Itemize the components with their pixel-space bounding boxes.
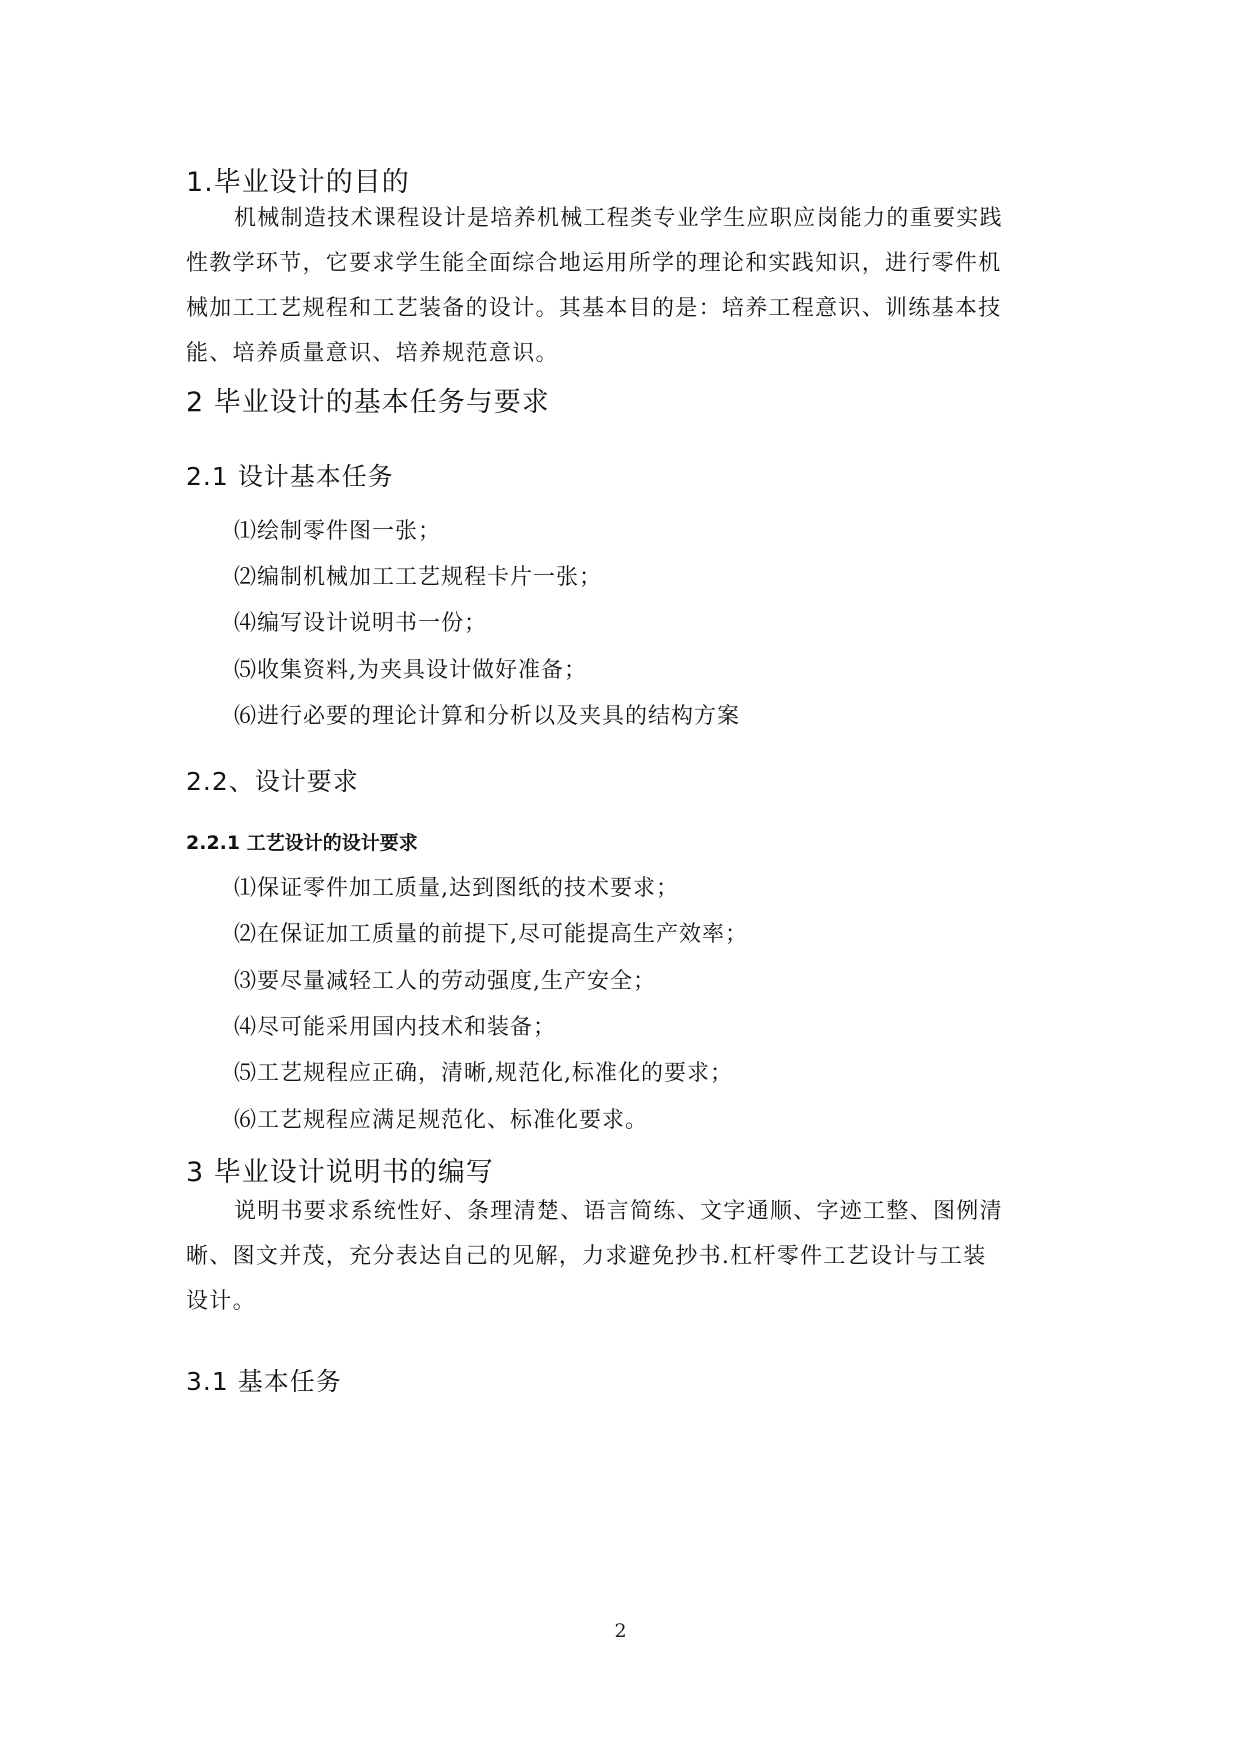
section-2-heading: 2 毕业设计的基本任务与要求 bbox=[186, 387, 550, 418]
paragraph-line: 晰、图文并茂，充分表达自己的见解，力求避免抄书.杠杆零件工艺设计与工装 bbox=[186, 1244, 987, 1269]
list-item: ⑵在保证加工质量的前提下,尽可能提高生产效率； bbox=[234, 922, 748, 947]
paragraph-line: 设计。 bbox=[186, 1289, 256, 1314]
list-item: ⑷尽可能采用国内技术和装备； bbox=[234, 1015, 557, 1040]
paragraph-line: 能、培养质量意识、培养规范意识。 bbox=[186, 341, 559, 366]
list-item: ⑴保证零件加工质量,达到图纸的技术要求； bbox=[234, 876, 679, 901]
list-item: ⑹工艺规程应满足规范化、标准化要求。 bbox=[234, 1108, 649, 1133]
section-1-paragraph bbox=[186, 196, 1056, 376]
section-1-heading: 1.毕业设计的目的 bbox=[186, 167, 410, 198]
section-3-heading: 3 毕业设计说明书的编写 bbox=[186, 1157, 494, 1188]
list-item: ⑹进行必要的理论计算和分析以及夹具的结构方案 bbox=[234, 704, 741, 729]
list-item: ⑶要尽量减轻工人的劳动强度,生产安全； bbox=[234, 969, 656, 994]
list-item: ⑵编制机械加工工艺规程卡片一张； bbox=[234, 565, 603, 590]
list-item: ⑴绘制零件图一张； bbox=[234, 519, 442, 544]
section-2-2-1-heading: 2.2.1 工艺设计的设计要求 bbox=[186, 832, 418, 854]
section-2-2-heading: 2.2、设计要求 bbox=[186, 767, 359, 796]
paragraph-line: 械加工工艺规程和工艺装备的设计。其基本目的是：培养工程意识、训练基本技 bbox=[186, 296, 1002, 321]
section-3-1-heading: 3.1 基本任务 bbox=[186, 1367, 342, 1396]
list-item: ⑷编写设计说明书一份； bbox=[234, 611, 488, 636]
paragraph-line: 性教学环节，它要求学生能全面综合地运用所学的理论和实践知识，进行零件机 bbox=[186, 251, 1002, 276]
list-item: ⑸收集资料,为夹具设计做好准备； bbox=[234, 658, 587, 683]
page-number: 2 bbox=[614, 1620, 627, 1642]
section-3-paragraph bbox=[186, 1189, 1056, 1324]
section-2-1-heading: 2.1 设计基本任务 bbox=[186, 462, 394, 491]
paragraph-line: 机械制造技术课程设计是培养机械工程类专业学生应职应岗能力的重要实践 bbox=[234, 206, 1003, 231]
paragraph-line: 说明书要求系统性好、条理清楚、语言简练、文字通顺、字迹工整、图例清 bbox=[234, 1199, 1003, 1224]
list-item: ⑸工艺规程应正确，清晰,规范化,标准化的要求； bbox=[234, 1061, 733, 1086]
